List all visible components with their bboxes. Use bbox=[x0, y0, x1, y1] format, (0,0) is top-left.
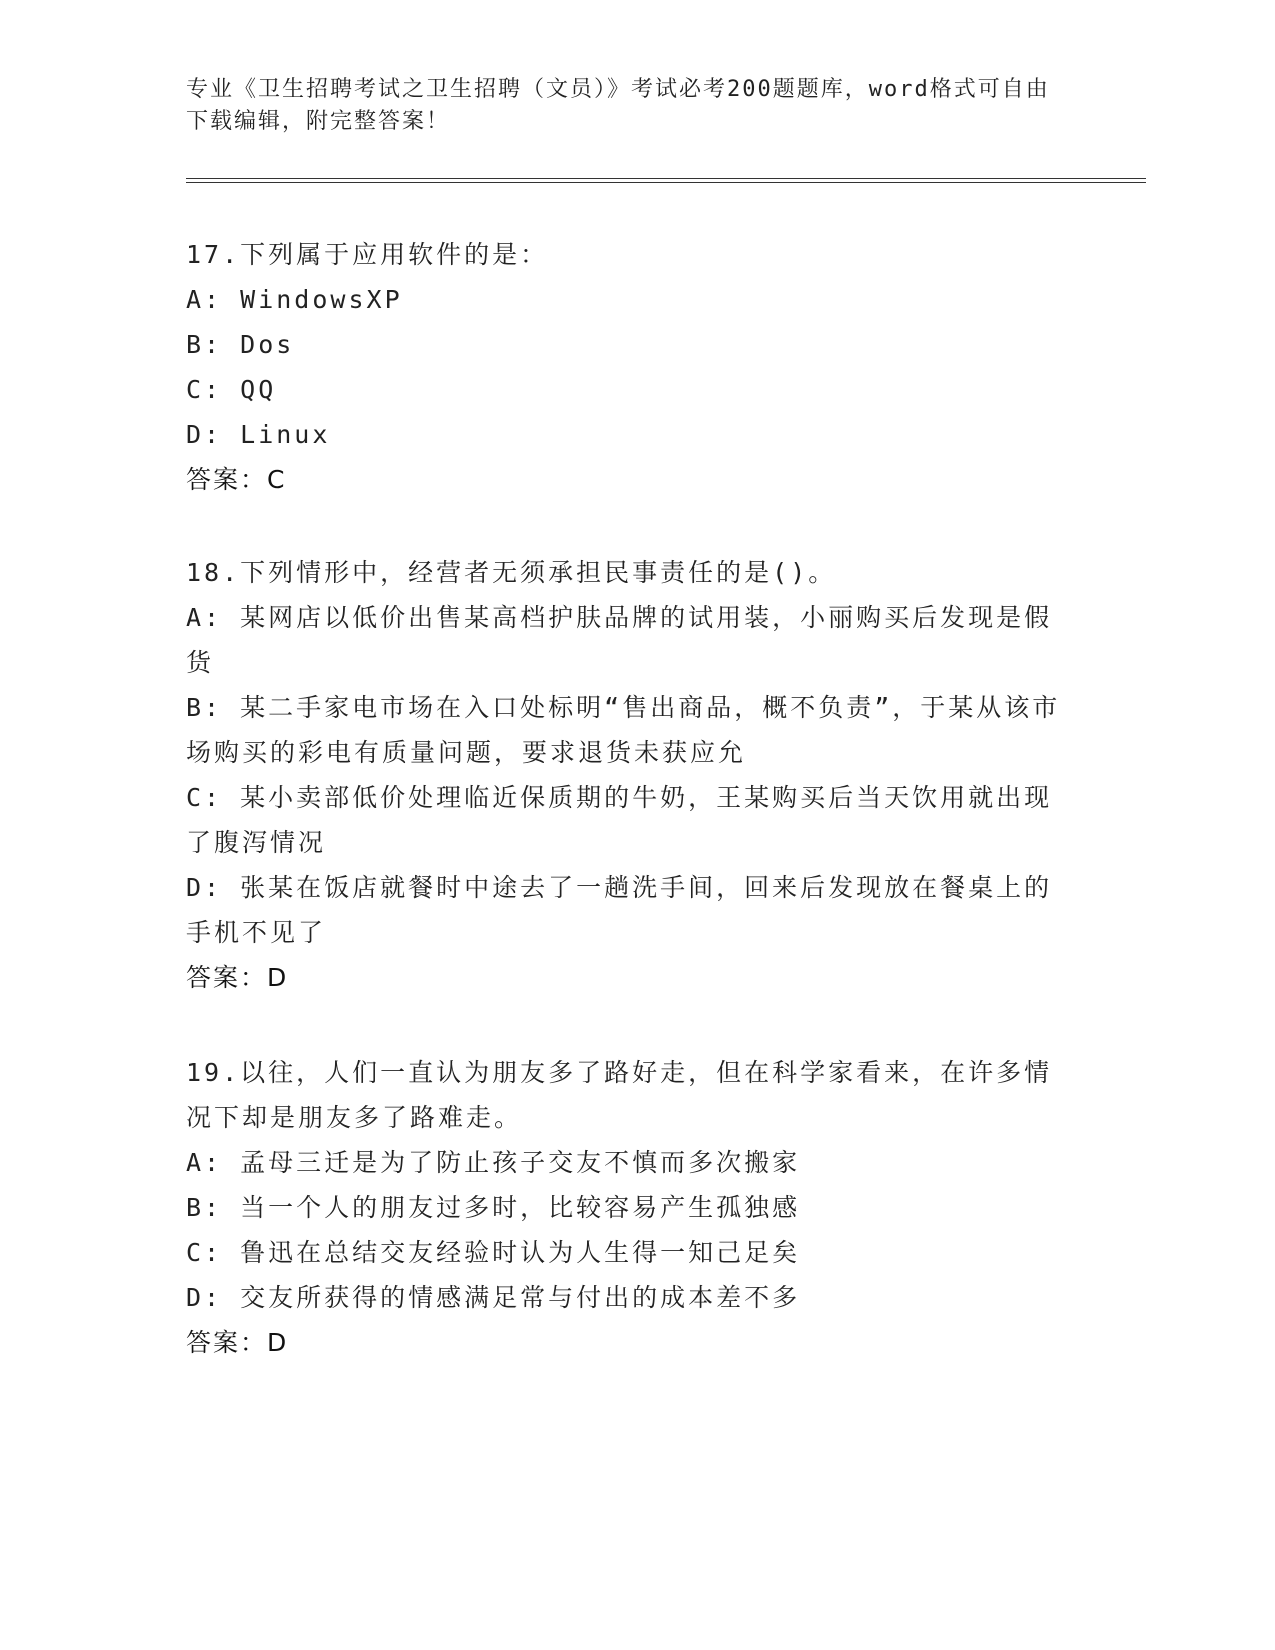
header-divider-bottom bbox=[186, 182, 1146, 183]
question-17 bbox=[186, 232, 1066, 503]
answer: 答案：D bbox=[186, 963, 289, 992]
option-b: B: 某二手家电市场在入口处标明“售出商品，概不负责”，于某从该市场购买的彩电有质量问题，要求退货未获应允 bbox=[186, 693, 1061, 767]
question-stem: 18.下列情形中，经营者无须承担民事责任的是()。 bbox=[186, 558, 837, 587]
option-b: B: 当一个人的朋友过多时，比较容易产生孤独感 bbox=[186, 1193, 801, 1222]
option-c: C: 鲁迅在总结交友经验时认为人生得一知己足矣 bbox=[186, 1238, 801, 1267]
answer: 答案：D bbox=[186, 1328, 289, 1357]
document-header: 专业《卫生招聘考试之卫生招聘（文员）》考试必考200题题库，word格式可自由下载编辑，附完整答案！ bbox=[186, 77, 1050, 134]
question-stem: 17.下列属于应用软件的是： bbox=[186, 240, 549, 269]
question-19 bbox=[186, 1050, 1066, 1366]
option-a: A: WindowsXP bbox=[186, 285, 403, 314]
option-b: B: Dos bbox=[186, 330, 295, 359]
option-a: A: 某网店以低价出售某高档护肤品牌的试用装，小丽购买后发现是假货 bbox=[186, 603, 1053, 677]
option-d: D: 交友所获得的情感满足常与付出的成本差不多 bbox=[186, 1283, 801, 1312]
header-divider-top bbox=[186, 178, 1146, 179]
question-stem: 19.以往，人们一直认为朋友多了路好走，但在科学家看来，在许多情况下却是朋友多了路难走。 bbox=[186, 1058, 1053, 1132]
option-c: C: QQ bbox=[186, 375, 277, 404]
option-c: C: 某小卖部低价处理临近保质期的牛奶，王某购买后当天饮用就出现了腹泻情况 bbox=[186, 783, 1053, 857]
option-d: D: Linux bbox=[186, 420, 331, 449]
answer: 答案：C bbox=[186, 465, 287, 494]
question-18 bbox=[186, 550, 1066, 1001]
option-d: D: 张某在饭店就餐时中途去了一趟洗手间，回来后发现放在餐桌上的手机不见了 bbox=[186, 873, 1053, 947]
option-a: A: 孟母三迁是为了防止孩子交友不慎而多次搬家 bbox=[186, 1148, 801, 1177]
